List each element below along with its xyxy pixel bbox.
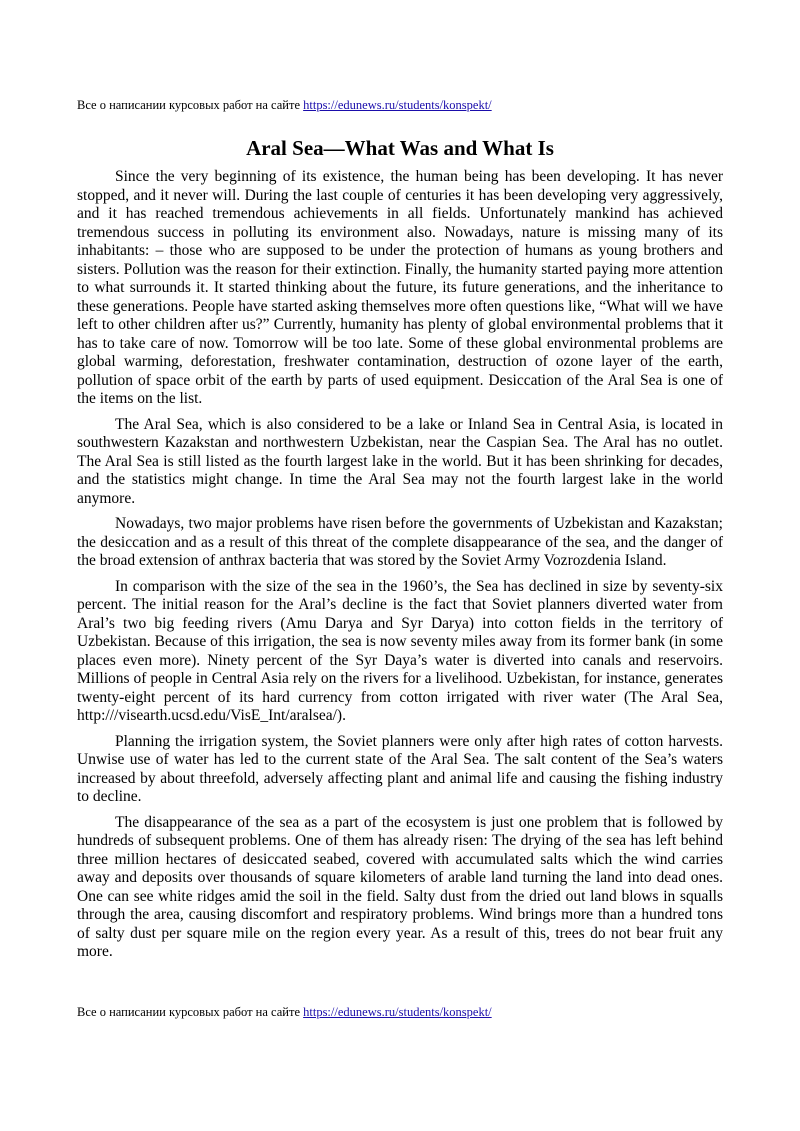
document-body [77, 168, 723, 969]
paragraph-6: The disappearance of the sea as a part of the ecosystem is just one problem that is followed by hundreds of subsequent problems. One of them has already risen: The drying of the sea has left behind three million hectares of desiccated seabed, covered with accumulated salts which the wind carries away and deposits over thousands of square kilometers of arable land turning the land into dead ones. One can see white ridges amid the soil in the field. Salty dust from the dried out land blows in squalls through the area, causing discomfort and respiratory problems. Wind brings more than a hundred tons of salty dust per square mile on the region every year. As a result of this, trees do not bear fruit any more. [77, 813, 723, 960]
document-title: Aral Sea—What Was and What Is [246, 136, 554, 160]
paragraph-5: Planning the irrigation system, the Soviet planners were only after high rates of cotton harvests. Unwise use of water has led to the current state of the Aral Sea. The salt content of the Sea’s waters increased by about threefold, adversely affecting plant and animal life and causing the fishing industry to decline. [77, 732, 723, 805]
footer-note-text: Все о написании курсовых работ на сайте [77, 1005, 304, 1019]
paragraph-3: Nowadays, two major problems have risen before the governments of Uzbekistan and Kazakstan; the desiccation and as a result of this threat of the complete disappearance of the sea, and the danger of the broad extension of anthrax bacteria that was stored by the Soviet Army Vozrozdenia Island. [77, 515, 723, 569]
paragraph-2: The Aral Sea, which is also considered to be a lake or Inland Sea in Central Asia, is located in southwestern Kazakstan and northwestern Uzbekistan, near the Caspian Sea. The Aral has no outlet. The Aral Sea is still listed as the fourth largest lake in the world. But it has been shrinking for decades, and the statistics might change. In time the Aral Sea may not the fourth largest lake in the world anymore. [77, 415, 723, 507]
footer-link[interactable]: https://edunews.ru/students/konspekt/ [303, 1005, 492, 1019]
header-link[interactable]: https://edunews.ru/students/konspekt/ [303, 98, 492, 112]
header-note-text: Все о написании курсовых работ на сайте [77, 98, 304, 112]
paragraph-4: In comparison with the size of the sea in the 1960’s, the Sea has declined in size by seventy-six percent. The initial reason for the Aral’s decline is the fact that Soviet planners diverted water from Aral’s two big feeding rivers (Amu Darya and Syr Darya) into cotton fields in the territory of Uzbekistan. Because of this irrigation, the sea is now seventy miles away from its former bank (in some places even more). Ninety percent of the Syr Daya’s water is diverted into canals and reservoirs. Millions of people in Central Asia rely on the rivers for a livelihood. Uzbekistan, for instance, generates twenty-eight percent of its hard currency from cotton irrigated with river water (The Aral Sea, http:///visearth.ucsd.edu/VisE_Int/aralsea/). [77, 577, 723, 724]
paragraph-1: Since the very beginning of its existence, the human being has been developing. It has never stopped, and it never will. During the last couple of centuries it has been developing very aggressively, and it has reached tremendous achievements in all fields. Unfortunately mankind has achieved tremendous success in polluting its environment also. Nowadays, nature is missing many of its inhabitants: – those who are supposed to be under the protection of humans as young brothers and sisters. Pollution was the reason for their extinction. Finally, the humanity started paying more attention to what surrounds it. It started thinking about the future, its future generations, and the inheritance to these generations. People have started asking themselves more often questions like, “What will we have left to other children after us?” Currently, humanity has plenty of global environmental problems that it has to take care of now. Tomorrow will be too late. Some of these global environmental problems are global warming, deforestation, freshwater contamination, destruction of ozone layer of the earth, pollution of space orbit of the earth by parts of used equipment. Desiccation of the Aral Sea is one of the items on the list. [77, 168, 723, 407]
header-note [77, 96, 727, 114]
footer-note [77, 1003, 727, 1021]
